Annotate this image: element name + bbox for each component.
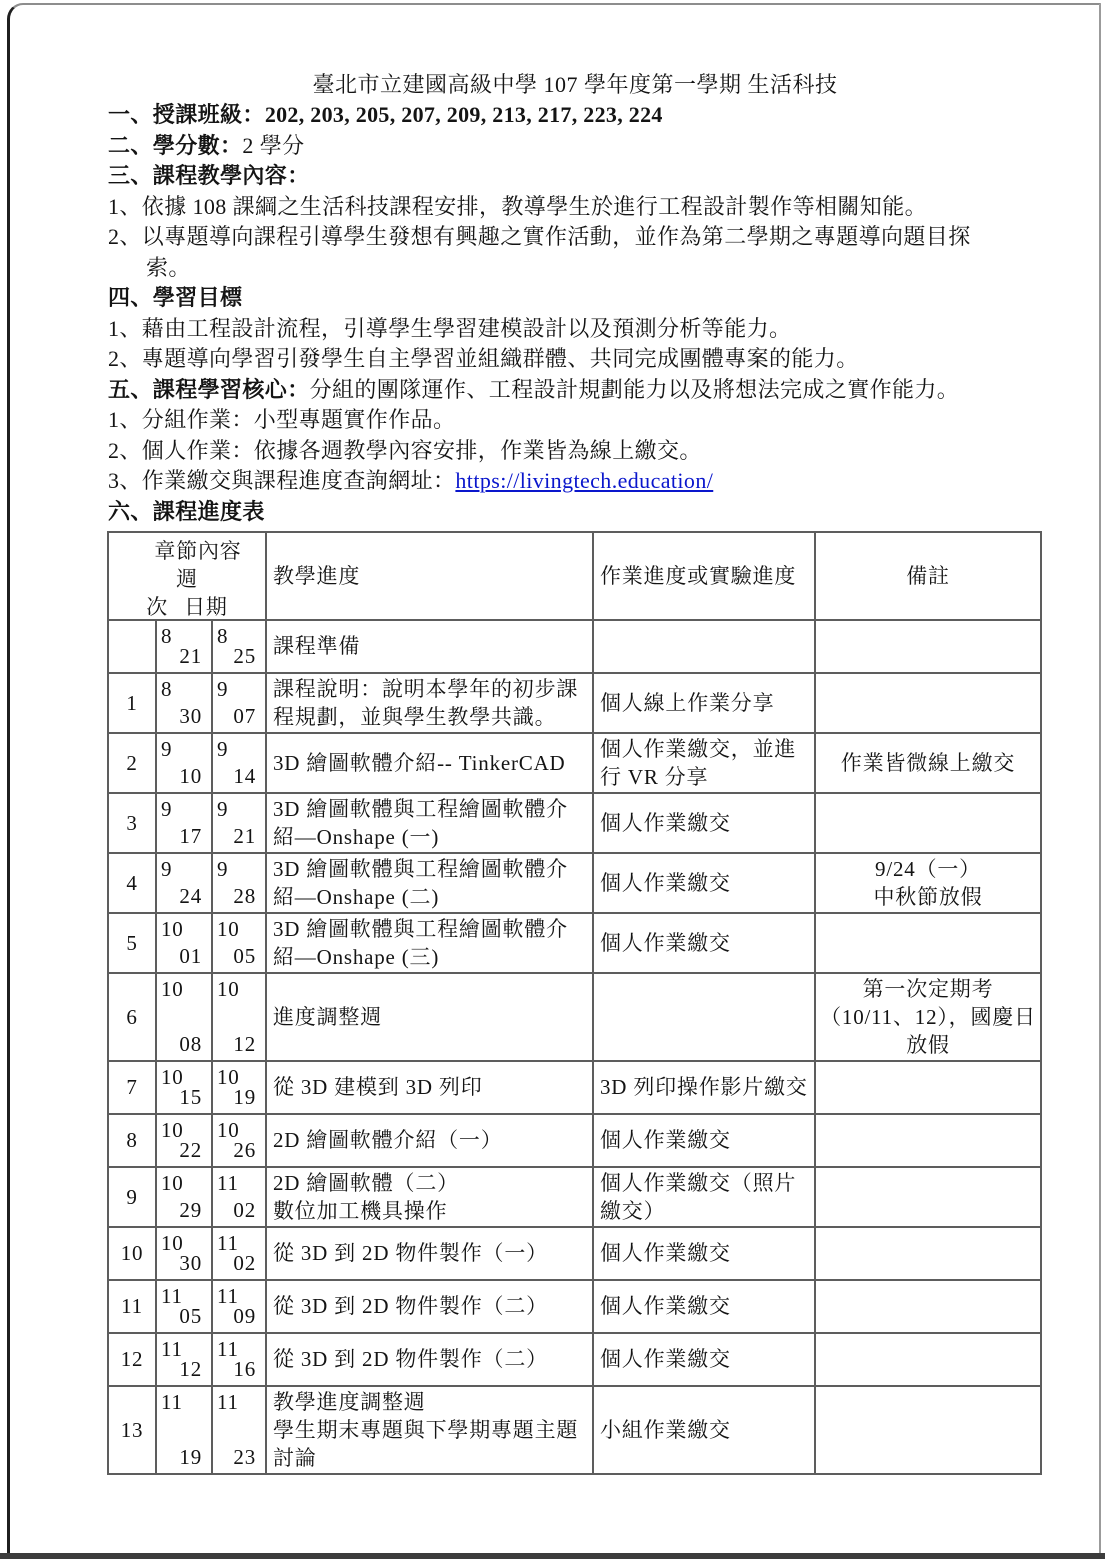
document-body bbox=[108, 70, 1042, 1475]
course-website-link[interactable]: https://livingtech.education/ bbox=[455, 468, 714, 493]
date-day: 02 bbox=[233, 1250, 256, 1275]
header-teaching-progress: 教學進度 bbox=[266, 532, 593, 620]
date-month: 11 bbox=[217, 1230, 239, 1255]
week-number-cell: 13 bbox=[108, 1386, 156, 1474]
schedule-row bbox=[108, 793, 1041, 853]
week-number-cell: 1 bbox=[108, 673, 156, 733]
remark-cell: 第一次定期考 （10/11、12），國慶日 放假 bbox=[815, 973, 1041, 1061]
section-core-text: 分組的團隊運作、工程設計規劃能力以及將想法完成之實作能力。 bbox=[309, 376, 960, 402]
date-from-cell bbox=[156, 1280, 212, 1333]
core-item-3 bbox=[108, 466, 998, 497]
homework-progress-cell bbox=[593, 620, 815, 673]
date-to-cell bbox=[212, 853, 266, 913]
remark-cell bbox=[815, 1227, 1041, 1280]
date-to-cell bbox=[212, 1114, 266, 1167]
date-month: 11 bbox=[217, 1170, 239, 1195]
date-month: 8 bbox=[161, 676, 173, 701]
header-remark: 備註 bbox=[815, 532, 1041, 620]
teaching-progress-cell: 從 3D 到 2D 物件製作（一） bbox=[266, 1227, 593, 1280]
date-month: 11 bbox=[161, 1336, 183, 1361]
corner-layout bbox=[113, 537, 261, 617]
date-month: 9 bbox=[161, 856, 173, 881]
schedule-row bbox=[108, 1061, 1041, 1114]
date-day: 15 bbox=[179, 1084, 202, 1109]
date-day: 02 bbox=[233, 1197, 256, 1222]
section-core-label: 五、課程學習核心： bbox=[108, 376, 310, 402]
date-month: 10 bbox=[161, 976, 184, 1001]
date-month: 10 bbox=[217, 1064, 240, 1089]
date-month: 10 bbox=[217, 916, 240, 941]
date-to-cell bbox=[212, 913, 266, 973]
date-day: 29 bbox=[179, 1197, 202, 1222]
date-to-cell bbox=[212, 1280, 266, 1333]
date-day: 17 bbox=[179, 823, 202, 848]
date-to-cell bbox=[212, 1227, 266, 1280]
date-from-cell bbox=[156, 1114, 212, 1167]
remark-cell bbox=[815, 1386, 1041, 1474]
date-day: 12 bbox=[233, 1031, 256, 1056]
date-to-cell bbox=[212, 1167, 266, 1227]
link-intro-text: 3、作業繳交與課程進度查詢網址： bbox=[108, 468, 456, 493]
date-day: 12 bbox=[179, 1356, 202, 1381]
date-day: 23 bbox=[233, 1444, 256, 1469]
date-month: 10 bbox=[161, 1170, 184, 1195]
header-homework-progress: 作業進度或實驗進度 bbox=[593, 532, 815, 620]
date-from-cell bbox=[156, 913, 212, 973]
date-day: 07 bbox=[233, 703, 256, 728]
course-schedule-table bbox=[107, 531, 1042, 1475]
remark-cell bbox=[815, 620, 1041, 673]
header-corner-cell bbox=[108, 532, 266, 620]
section-schedule-heading: 六、課程進度表 bbox=[108, 498, 265, 524]
core-item-1: 1、分組作業：小型專題實作作品。 bbox=[108, 407, 456, 432]
teaching-progress-cell: 3D 繪圖軟體與工程繪圖軟體介紹—Onshape (一) bbox=[266, 793, 593, 853]
date-month: 10 bbox=[161, 1117, 184, 1142]
date-month: 10 bbox=[161, 1230, 184, 1255]
date-month: 10 bbox=[161, 1064, 184, 1089]
week-number-cell: 6 bbox=[108, 973, 156, 1061]
date-day: 14 bbox=[233, 763, 256, 788]
date-to-cell bbox=[212, 1061, 266, 1114]
homework-progress-cell: 個人作業繳交 bbox=[593, 1114, 815, 1167]
teaching-progress-cell: 從 3D 建模到 3D 列印 bbox=[266, 1061, 593, 1114]
section-content-heading: 三、課程教學內容： bbox=[108, 163, 310, 188]
remark-cell: 作業皆微線上繳交 bbox=[815, 733, 1041, 793]
corner-week2-label: 次 bbox=[146, 594, 169, 619]
date-month: 9 bbox=[217, 796, 229, 821]
remark-cell bbox=[815, 1280, 1041, 1333]
goal-item-2: 2、專題導向學習引發學生自主學習並組織群體、共同完成團體專案的能力。 bbox=[108, 346, 859, 371]
week-number-cell: 7 bbox=[108, 1061, 156, 1114]
page-title: 臺北市立建國高級中學 107 學年度第一學期 生活科技 bbox=[312, 72, 838, 97]
date-day: 22 bbox=[179, 1137, 202, 1162]
date-day: 05 bbox=[233, 943, 256, 968]
date-from-cell bbox=[156, 793, 212, 853]
goal-item-1: 1、藉由工程設計流程，引導學生學習建模設計以及預測分析等能力。 bbox=[108, 315, 792, 341]
date-from-cell bbox=[156, 1227, 212, 1280]
date-from-cell bbox=[156, 973, 212, 1061]
date-day: 28 bbox=[233, 883, 256, 908]
date-day: 21 bbox=[233, 823, 256, 848]
week-number-cell: 8 bbox=[108, 1114, 156, 1167]
remark-cell bbox=[815, 793, 1041, 853]
date-month: 8 bbox=[217, 623, 229, 648]
homework-progress-cell: 個人作業繳交 bbox=[593, 1227, 815, 1280]
date-to-cell bbox=[212, 1386, 266, 1474]
date-month: 10 bbox=[161, 916, 184, 941]
date-month: 11 bbox=[217, 1283, 239, 1308]
schedule-row bbox=[108, 853, 1041, 913]
schedule-header-row bbox=[108, 532, 1041, 620]
date-from-cell bbox=[156, 733, 212, 793]
date-day: 09 bbox=[233, 1303, 256, 1328]
date-day: 16 bbox=[233, 1356, 256, 1381]
week-number-cell: 12 bbox=[108, 1333, 156, 1386]
date-month: 11 bbox=[217, 1336, 239, 1361]
week-number-cell bbox=[108, 620, 156, 673]
remark-cell bbox=[815, 1061, 1041, 1114]
week-number-cell: 9 bbox=[108, 1167, 156, 1227]
date-day: 30 bbox=[179, 1250, 202, 1275]
teaching-progress-cell: 3D 繪圖軟體與工程繪圖軟體介紹—Onshape (三) bbox=[266, 913, 593, 973]
date-month: 11 bbox=[161, 1283, 183, 1308]
schedule-row bbox=[108, 1280, 1041, 1333]
date-to-cell bbox=[212, 1333, 266, 1386]
schedule-row bbox=[108, 620, 1041, 673]
date-month: 9 bbox=[217, 856, 229, 881]
section-classes-value: 202, 203, 205, 207, 209, 213, 217, 223, 224 bbox=[264, 102, 663, 127]
date-from-cell bbox=[156, 853, 212, 913]
date-month: 11 bbox=[217, 1389, 239, 1414]
week-number-cell: 4 bbox=[108, 853, 156, 913]
corner-bottom-row bbox=[113, 593, 261, 620]
date-day: 19 bbox=[179, 1444, 202, 1469]
date-month: 9 bbox=[161, 796, 173, 821]
corner-date-label: 日期 bbox=[184, 594, 228, 619]
schedule-row bbox=[108, 733, 1041, 793]
teaching-progress-cell: 3D 繪圖軟體介紹-- TinkerCAD bbox=[266, 733, 593, 793]
date-day: 26 bbox=[233, 1137, 256, 1162]
homework-progress-cell: 個人作業繳交 bbox=[593, 853, 815, 913]
date-from-cell bbox=[156, 1061, 212, 1114]
section-credits-label: 二、學分數： bbox=[108, 132, 243, 158]
date-month: 11 bbox=[161, 1389, 183, 1414]
section-classes bbox=[108, 100, 998, 131]
remark-cell bbox=[815, 673, 1041, 733]
week-number-cell: 10 bbox=[108, 1227, 156, 1280]
schedule-row bbox=[108, 1114, 1041, 1167]
corner-week-label: 週 bbox=[176, 566, 198, 591]
core-item-2: 2、個人作業：依據各週教學內容安排，作業皆為線上繳交。 bbox=[108, 437, 702, 463]
homework-progress-cell: 個人作業繳交，並進行 VR 分享 bbox=[593, 733, 815, 793]
date-to-cell bbox=[212, 733, 266, 793]
content-item-1: 1、依據 108 課綱之生活科技課程安排，教導學生於進行工程設計製作等相關知能。 bbox=[108, 193, 928, 219]
schedule-row bbox=[108, 1333, 1041, 1386]
schedule-row bbox=[108, 1227, 1041, 1280]
remark-cell bbox=[815, 1167, 1041, 1227]
date-to-cell bbox=[212, 620, 266, 673]
homework-progress-cell: 個人作業繳交（照片繳交） bbox=[593, 1167, 815, 1227]
scan-bottom-edge bbox=[0, 1553, 1105, 1559]
date-to-cell bbox=[212, 673, 266, 733]
section-classes-label: 一、授課班級： bbox=[108, 102, 265, 127]
date-month: 10 bbox=[217, 1117, 240, 1142]
date-day: 05 bbox=[179, 1303, 202, 1328]
week-number-cell: 5 bbox=[108, 913, 156, 973]
teaching-progress-cell: 從 3D 到 2D 物件製作（二） bbox=[266, 1280, 593, 1333]
section-core-heading bbox=[108, 375, 998, 406]
homework-progress-cell: 個人作業繳交 bbox=[593, 1333, 815, 1386]
content-item-2: 2、以專題導向課程引導學生發想有興趣之實作活動，並作為第二學期之專題導向題目探索。 bbox=[108, 224, 971, 280]
date-from-cell bbox=[156, 1386, 212, 1474]
date-day: 01 bbox=[179, 943, 202, 968]
schedule-row bbox=[108, 973, 1041, 1061]
homework-progress-cell: 個人線上作業分享 bbox=[593, 673, 815, 733]
remark-cell: 9/24（一） 中秋節放假 bbox=[815, 853, 1041, 913]
section-credits-value: 2 學分 bbox=[242, 132, 305, 158]
remark-cell bbox=[815, 1333, 1041, 1386]
homework-progress-cell bbox=[593, 973, 815, 1061]
date-from-cell bbox=[156, 1167, 212, 1227]
week-number-cell: 11 bbox=[108, 1280, 156, 1333]
homework-progress-cell: 3D 列印操作影片繳交 bbox=[593, 1061, 815, 1114]
teaching-progress-cell: 2D 繪圖軟體介紹（一） bbox=[266, 1114, 593, 1167]
date-from-cell bbox=[156, 673, 212, 733]
teaching-progress-cell: 2D 繪圖軟體（二） 數位加工機具操作 bbox=[266, 1167, 593, 1227]
date-day: 30 bbox=[179, 703, 202, 728]
date-day: 10 bbox=[179, 763, 202, 788]
week-number-cell: 2 bbox=[108, 733, 156, 793]
schedule-row bbox=[108, 1386, 1041, 1474]
remark-cell bbox=[815, 913, 1041, 973]
date-day: 19 bbox=[233, 1084, 256, 1109]
teaching-progress-cell: 課程說明：說明本學年的初步課程規劃，並與學生教學共識。 bbox=[266, 673, 593, 733]
homework-progress-cell: 個人作業繳交 bbox=[593, 913, 815, 973]
homework-progress-cell: 個人作業繳交 bbox=[593, 1280, 815, 1333]
teaching-progress-cell: 課程準備 bbox=[266, 620, 593, 673]
week-number-cell: 3 bbox=[108, 793, 156, 853]
date-to-cell bbox=[212, 793, 266, 853]
date-month: 9 bbox=[217, 676, 229, 701]
date-from-cell bbox=[156, 620, 212, 673]
date-day: 21 bbox=[179, 643, 202, 668]
corner-chapter-label: 章節內容 bbox=[154, 538, 242, 563]
date-day: 25 bbox=[233, 643, 256, 668]
homework-progress-cell: 個人作業繳交 bbox=[593, 793, 815, 853]
section-credits bbox=[108, 131, 998, 162]
date-month: 9 bbox=[217, 736, 229, 761]
date-from-cell bbox=[156, 1333, 212, 1386]
date-month: 10 bbox=[217, 976, 240, 1001]
schedule-rows bbox=[108, 620, 1041, 1474]
section-goals-heading: 四、學習目標 bbox=[108, 285, 243, 310]
date-day: 24 bbox=[179, 883, 202, 908]
date-month: 9 bbox=[161, 736, 173, 761]
schedule-row bbox=[108, 673, 1041, 733]
homework-progress-cell: 小組作業繳交 bbox=[593, 1386, 815, 1474]
teaching-progress-cell: 從 3D 到 2D 物件製作（二） bbox=[266, 1333, 593, 1386]
schedule-row bbox=[108, 1167, 1041, 1227]
teaching-progress-cell: 進度調整週 bbox=[266, 973, 593, 1061]
remark-cell bbox=[815, 1114, 1041, 1167]
date-to-cell bbox=[212, 973, 266, 1061]
schedule-row bbox=[108, 913, 1041, 973]
date-month: 8 bbox=[161, 623, 173, 648]
teaching-progress-cell: 教學進度調整週 學生期末專題與下學期專題主題討論 bbox=[266, 1386, 593, 1474]
date-day: 08 bbox=[179, 1031, 202, 1056]
teaching-progress-cell: 3D 繪圖軟體與工程繪圖軟體介紹—Onshape (二) bbox=[266, 853, 593, 913]
